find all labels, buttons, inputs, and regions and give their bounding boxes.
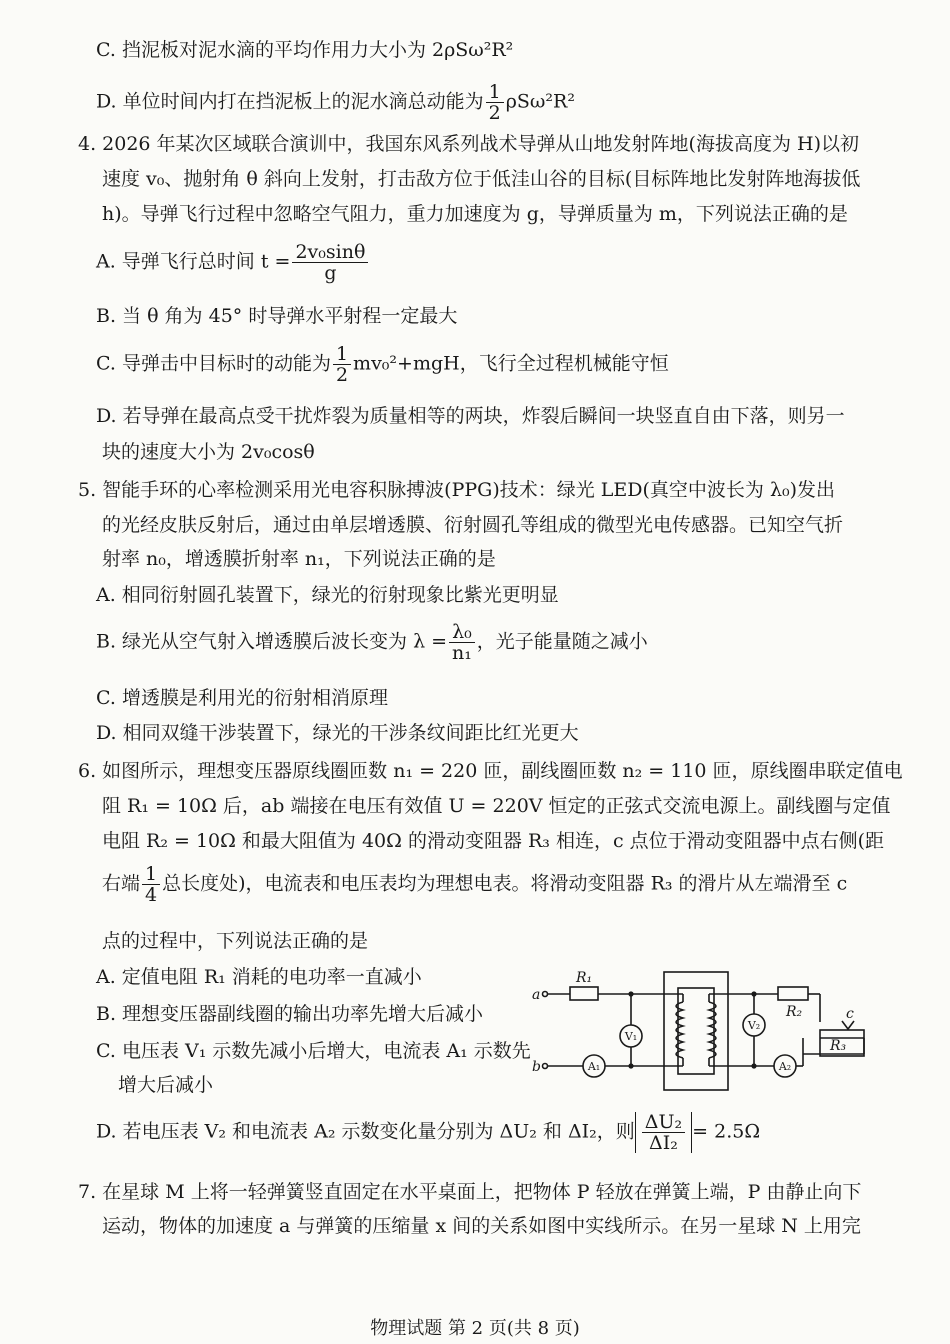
terminal-a-label: a xyxy=(532,987,541,1003)
q6-stem-1: 6. 如图所示，理想变压器原线圈匝数 n₁ = 220 匝，副线圈匝数 n₂ = 110 匝，原线圈串联定值电 xyxy=(78,760,903,782)
q4-option-a xyxy=(96,242,370,283)
q6-stem-4 xyxy=(102,864,847,905)
r2-label: R₂ xyxy=(786,1004,803,1020)
q7-stem-2: 运动，物体的加速度 a 与弹簧的压缩量 x 间的关系如图中实线所示。在另一星球 N 上用完 xyxy=(102,1215,861,1237)
q4-option-d-1: D. 若导弹在最高点受干扰炸裂为质量相等的两块，炸裂后瞬间一块竖直自由下落，则另一 xyxy=(96,405,845,427)
q5b-den: n₁ xyxy=(452,642,472,664)
q7-stem-1: 7. 在星球 M 上将一轻弹簧竖直固定在水平桌面上，把物体 P 轻放在弹簧上端，P 由静止向下 xyxy=(78,1181,862,1203)
q6-stem-3: 电阻 R₂ = 10Ω 和最大阻值为 40Ω 的滑动变阻器 R₃ 相连，c 点位于滑动变阻器中点右侧(距 xyxy=(102,830,885,852)
q5-option-d: D. 相同双缝干涉装置下，绿光的干涉条纹间距比红光更大 xyxy=(96,722,579,744)
q6-4-post: 总长度处)，电流表和电压表均为理想电表。将滑动变阻器 R₃ 的滑片从左端滑至 c xyxy=(162,872,848,895)
q5b-fraction xyxy=(449,622,475,663)
q6-option-b: B. 理想变压器副线圈的输出功率先增大后减小 xyxy=(96,1003,484,1025)
q4c-fraction xyxy=(333,344,351,385)
r1-label: R₁ xyxy=(576,970,593,986)
q3d-text: D. 单位时间内打在挡泥板上的泥水滴总动能为 xyxy=(96,90,484,113)
q3d-fraction xyxy=(486,82,504,123)
a1-label: A₁ xyxy=(587,1060,601,1073)
q5-option-c: C. 增透膜是利用光的衍射相消原理 xyxy=(96,687,388,709)
q4c-post: mv₀²+mgH，飞行全过程机械能守恒 xyxy=(353,352,669,375)
q6-option-c-1: C. 电压表 V₁ 示数先减小后增大，电流表 A₁ 示数先 xyxy=(96,1040,531,1062)
q3d-den: 2 xyxy=(488,102,501,124)
q3d-num: 1 xyxy=(486,82,504,103)
v1-label: V₁ xyxy=(624,1030,638,1043)
q6-4-num: 1 xyxy=(142,864,160,885)
q3-option-d xyxy=(96,82,575,123)
q5-option-a: A. 相同衍射圆孔装置下，绿光的衍射现象比紫光更明显 xyxy=(96,584,559,606)
q4a-fraction xyxy=(292,242,368,283)
q6-stem-2: 阻 R₁ = 10Ω 后，ab 端接在电压有效值 U = 220V 恒定的正弦式交流电源上。副线圈与定值 xyxy=(102,795,891,817)
transformer-circuit-diagram xyxy=(528,962,873,1092)
q4-option-b: B. 当 θ 角为 45° 时导弹水平射程一定最大 xyxy=(96,305,458,327)
q6-option-a: A. 定值电阻 R₁ 消耗的电功率一直减小 xyxy=(96,966,422,988)
q4-option-c xyxy=(96,344,669,385)
q5-stem-3: 射率 n₀，增透膜折射率 n₁，下列说法正确的是 xyxy=(102,548,496,570)
q3-option-c: C. 挡泥板对泥水滴的平均作用力大小为 2ρSω²R² xyxy=(96,39,514,61)
q6-4-fraction xyxy=(142,864,160,905)
q5b-text: B. 绿光从空气射入增透膜后波长变为 λ = xyxy=(96,630,448,653)
q6-4-den: 4 xyxy=(145,884,158,906)
q5-stem-2: 的光经皮肤反射后，通过由单层增透膜、衍射圆孔等组成的微型光电传感器。已知空气折 xyxy=(102,514,844,536)
q4-stem-2: 速度 v₀、抛射角 θ 斜向上发射，打击敌方位于低洼山谷的目标(目标阵地比发射阵地海拔低 xyxy=(102,168,861,190)
q5b-post: ，光子能量随之减小 xyxy=(476,630,648,653)
q6d-abs xyxy=(635,1112,692,1153)
q6d-fraction xyxy=(642,1112,685,1153)
q6d-post: = 2.5Ω xyxy=(692,1120,761,1143)
q5-stem-1: 5. 智能手环的心率检测采用光电容积脉搏波(PPG)技术：绿光 LED(真空中波长为 λ₀)发出 xyxy=(78,479,836,501)
q6-4-text: 右端 xyxy=(102,872,141,895)
q6d-num: ΔU₂ xyxy=(642,1112,685,1133)
page-footer: 物理试题 第 2 页(共 8 页) xyxy=(370,1318,580,1339)
terminal-b-label: b xyxy=(532,1059,541,1075)
q6-option-c-2: 增大后减小 xyxy=(118,1074,214,1096)
q6d-den: ΔI₂ xyxy=(649,1132,678,1154)
q4c-num: 1 xyxy=(333,344,351,365)
q6-option-d xyxy=(96,1112,760,1153)
q5-option-b xyxy=(96,622,648,663)
q4-stem-1: 4. 2026 年某次区域联合演训中，我国东风系列战术导弹从山地发射阵地(海拔高度为 H)以初 xyxy=(78,133,859,155)
q4c-den: 2 xyxy=(335,364,349,386)
q6d-text: D. 若电压表 V₂ 和电流表 A₂ 示数变化量分别为 ΔU₂ 和 ΔI₂，则 xyxy=(96,1120,635,1143)
q4a-num: 2v₀sinθ xyxy=(292,242,368,263)
q5b-num: λ₀ xyxy=(449,622,475,643)
q4c-text: C. 导弹击中目标时的动能为 xyxy=(96,352,331,375)
q4-stem-3: h)。导弹飞行过程中忽略空气阻力，重力加速度为 g，导弹质量为 m，下列说法正确的是 xyxy=(102,203,848,225)
q6-stem-5: 点的过程中，下列说法正确的是 xyxy=(102,930,369,952)
slider-c-label: c xyxy=(846,1006,854,1022)
q4a-text: A. 导弹飞行总时间 t = xyxy=(96,250,291,273)
v2-label: V₂ xyxy=(747,1019,761,1032)
a2-label: A₂ xyxy=(778,1060,792,1073)
q4a-den: g xyxy=(324,262,337,284)
r3-label: R₃ xyxy=(830,1038,847,1054)
q4-option-d-2: 块的速度大小为 2v₀cosθ xyxy=(102,441,315,463)
q3d-post: ρSω²R² xyxy=(505,90,575,113)
